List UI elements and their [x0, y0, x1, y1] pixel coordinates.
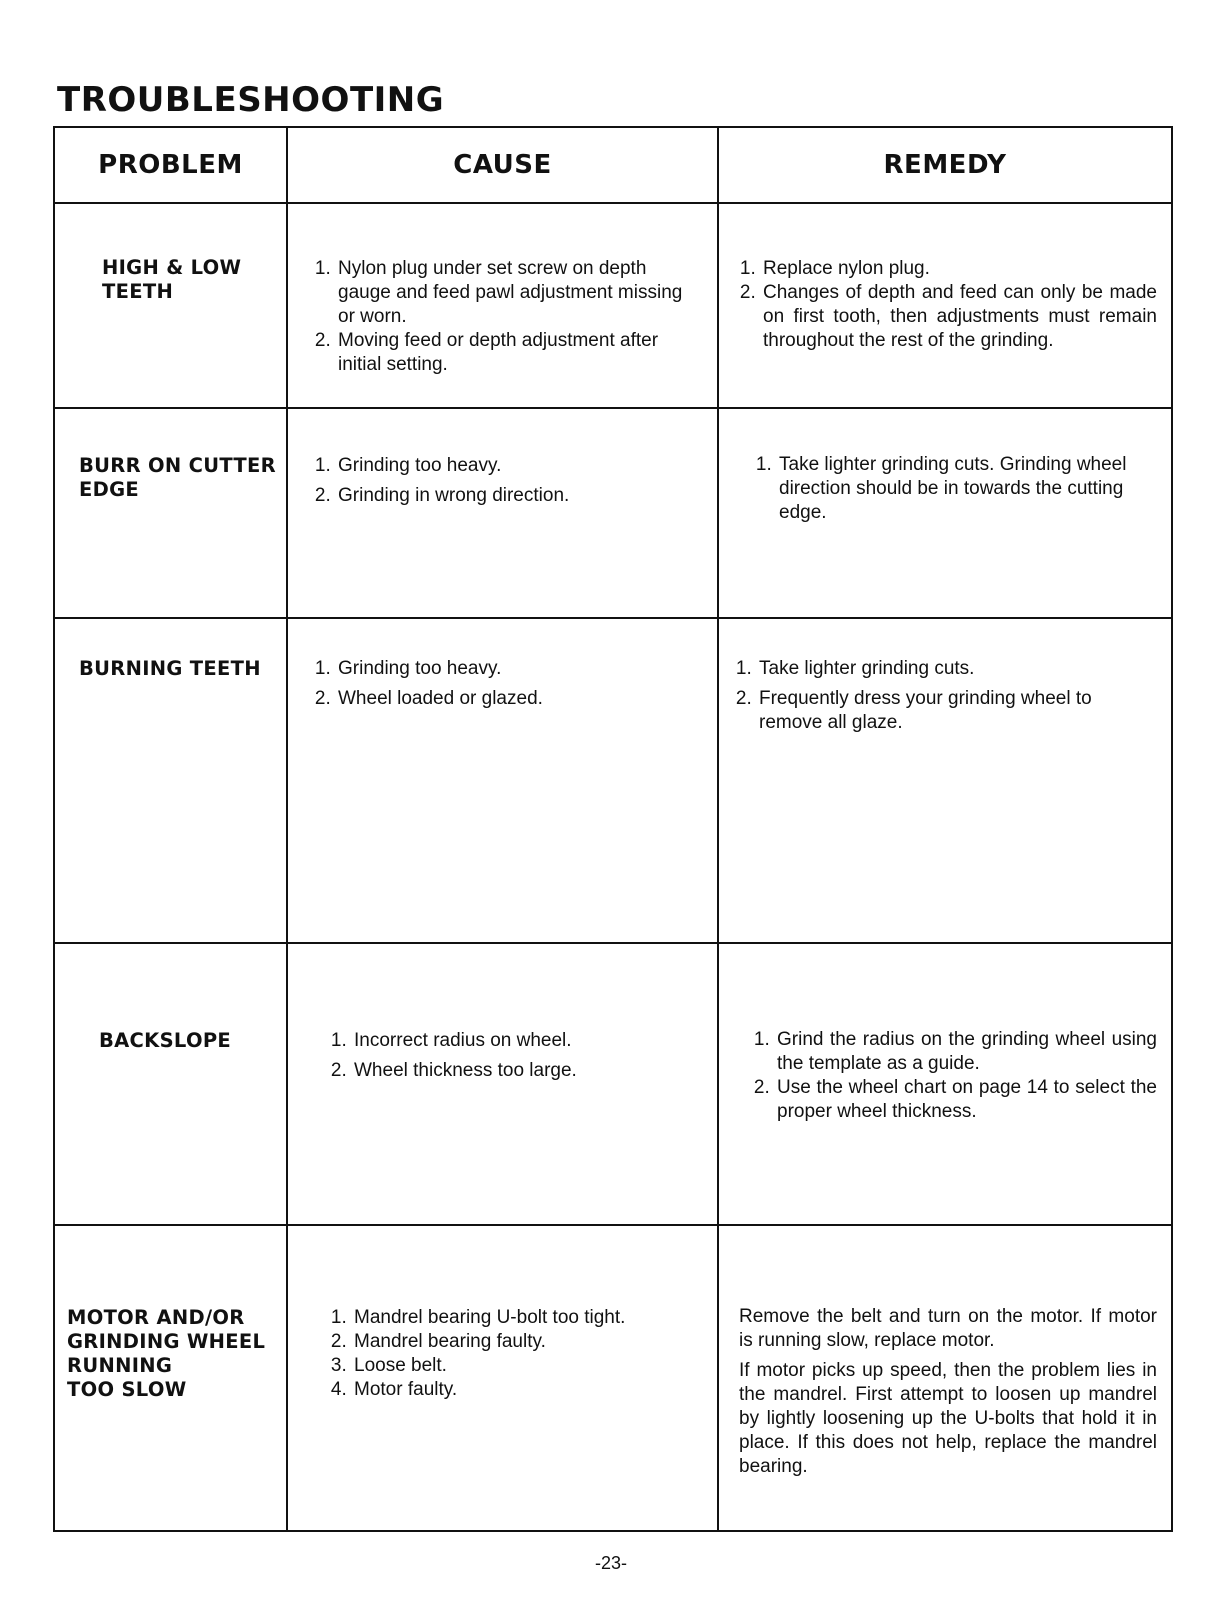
cause-cell: [287, 943, 718, 1225]
problem-cell: [54, 618, 287, 943]
cause-list: [288, 1226, 717, 1402]
remedy-paragraph: Remove the belt and turn on the motor. If motor is running slow, replace motor.: [739, 1306, 1157, 1351]
table-row: [54, 618, 1172, 943]
list-item: 2. Changes of depth and feed can only be made on first tooth, then adjustments must remain throughout the rest of the grinding.: [761, 281, 1157, 353]
list-item: 1. Incorrect radius on wheel.: [352, 1029, 703, 1053]
list-item: 2. Moving feed or depth adjustment after initial setting.: [336, 329, 703, 377]
cause-cell: [287, 1225, 718, 1531]
list-item: 1. Grinding too heavy.: [336, 657, 703, 681]
remedy-cell: [718, 943, 1172, 1225]
problem-header: PROBLEM: [54, 127, 287, 203]
list-item: 2. Mandrel bearing faulty.: [352, 1330, 703, 1354]
problem-cell: [54, 1225, 287, 1531]
cause-list: [288, 204, 717, 377]
remedy-list: [719, 944, 1171, 1124]
remedy-cell: [718, 1225, 1172, 1531]
remedy-cell: [718, 618, 1172, 943]
cause-cell: [287, 408, 718, 618]
remedy-list: [719, 204, 1171, 353]
problem-label: BACKSLOPE: [99, 1029, 232, 1052]
list-item: 4. Motor faulty.: [352, 1378, 703, 1402]
list-item: 2. Grinding in wrong direction.: [336, 484, 703, 508]
list-item: 2. Wheel thickness too large.: [352, 1059, 703, 1083]
list-item: 2. Use the wheel chart on page 14 to select the proper wheel thickness.: [775, 1076, 1157, 1124]
list-item: 1. Take lighter grinding cuts. Grinding wheel direction should be in towards the cutting edge.: [777, 453, 1159, 525]
table-row: [54, 1225, 1172, 1531]
list-item: 1. Grinding too heavy.: [336, 454, 703, 478]
problem-cell: [54, 943, 287, 1225]
problem-label: BURR ON CUTTER EDGE: [79, 454, 276, 501]
table-row: [54, 943, 1172, 1225]
page-title: TROUBLESHOOTING: [57, 80, 445, 120]
remedy-text: [719, 1226, 1171, 1479]
header-row: [54, 127, 1172, 203]
list-item: 1. Take lighter grinding cuts.: [757, 657, 1157, 681]
problem-cell: [54, 203, 287, 408]
table-row: [54, 408, 1172, 618]
table-row: [54, 203, 1172, 408]
list-item: 1. Grind the radius on the grinding wheel using the template as a guide.: [775, 1028, 1157, 1076]
cause-list: [288, 944, 717, 1083]
cause-cell: [287, 203, 718, 408]
cause-list: [288, 409, 717, 508]
remedy-header: REMEDY: [718, 127, 1172, 203]
list-item: 2. Wheel loaded or glazed.: [336, 687, 703, 711]
list-item: 1. Replace nylon plug.: [761, 257, 1157, 281]
problem-label: BURNING TEETH: [79, 657, 261, 680]
list-item: 3. Loose belt.: [352, 1354, 703, 1378]
problem-cell: [54, 408, 287, 618]
list-item: 1. Nylon plug under set screw on depth gauge and feed pawl adjustment missing or worn.: [336, 257, 703, 329]
problem-label: HIGH & LOW TEETH: [102, 256, 242, 303]
cause-list: [288, 619, 717, 711]
remedy-list: [719, 409, 1171, 525]
remedy-cell: [718, 203, 1172, 408]
troubleshooting-table: [53, 126, 1173, 1532]
list-item: 2. Frequently dress your grinding wheel to remove all glaze.: [757, 687, 1157, 735]
page-number: -23-: [594, 1553, 627, 1573]
remedy-list: [719, 619, 1171, 735]
remedy-paragraph: If motor picks up speed, then the problem lies in the mandrel. First attempt to loosen up mandrel by lightly loosening up the U-bolts that hold it in place. If this does not help, replace the mandrel bearing.: [739, 1360, 1157, 1477]
problem-label: MOTOR AND/OR GRINDING WHEEL RUNNING TOO SLOW: [67, 1306, 266, 1401]
cause-header: CAUSE: [287, 127, 718, 203]
remedy-cell: [718, 408, 1172, 618]
cause-cell: [287, 618, 718, 943]
list-item: 1. Mandrel bearing U-bolt too tight.: [352, 1306, 703, 1330]
